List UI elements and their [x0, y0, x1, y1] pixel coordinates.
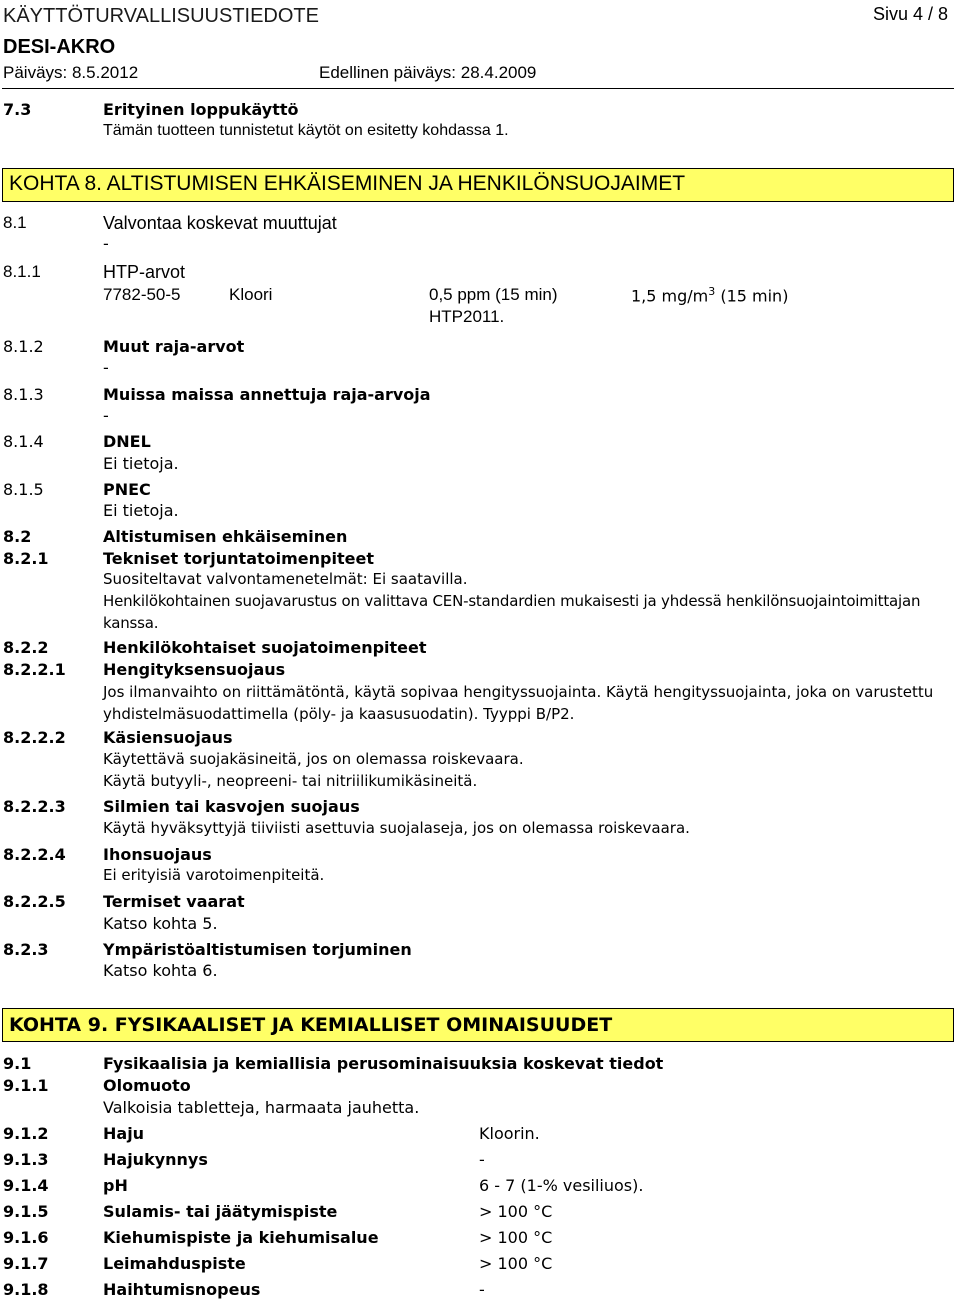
- limit-mg-exponent: 3: [708, 285, 716, 298]
- section-text: Tämän tuotteen tunnistetut käytöt on esitetty kohdassa 1.: [103, 122, 509, 139]
- section-text: Henkilökohtainen suojavarustus on valittava CEN-standardien mukaisesti ja yhdessä henkilönsuojaintoimittajan kanssa.: [103, 592, 921, 632]
- section-text: Ei tietoja.: [103, 501, 179, 520]
- property-label: Leimahduspiste: [103, 1254, 246, 1273]
- property-label: Haju: [103, 1124, 145, 1143]
- limit-mg-duration: (15 min): [715, 286, 789, 306]
- section-number: 8.1.3: [3, 385, 44, 404]
- header-rule: [2, 88, 954, 89]
- section-number: 8.2.2.3: [3, 797, 66, 816]
- section-number: 8.2.2.2: [3, 728, 66, 747]
- property-label: Sulamis- tai jäätymispiste: [103, 1202, 338, 1221]
- previous-date: Edellinen päiväys: 28.4.2009: [319, 63, 537, 82]
- property-number: 9.1.4: [3, 1176, 49, 1195]
- section-number: 8.2.2.5: [3, 892, 66, 911]
- limit-mg: [631, 285, 788, 306]
- section-number: 7.3: [3, 100, 32, 119]
- property-label: Haihtumisnopeus: [103, 1280, 261, 1299]
- property-number: 9.1.3: [3, 1150, 49, 1169]
- property-value: > 100 °C: [479, 1202, 553, 1221]
- section-title: PNEC: [103, 480, 151, 499]
- section-number: 8.2.2: [3, 638, 49, 657]
- property-label: Hajukynnys: [103, 1150, 208, 1169]
- property-number: 9.1.7: [3, 1254, 49, 1273]
- property-number: 9.1.6: [3, 1228, 49, 1247]
- section-title: Hengityksensuojaus: [103, 660, 286, 679]
- document-title: KÄYTTÖTURVALLISUUSTIEDOTE: [3, 5, 319, 27]
- section-8-banner: [2, 168, 954, 202]
- section-title: Ihonsuojaus: [103, 845, 212, 864]
- section-text: Käytä hyväksyttyjä tiiviisti asettuvia suojalaseja, jos on olemassa roiskevaara.: [103, 819, 690, 837]
- section-text: Suositeltavat valvontamenetelmät: Ei saatavilla.: [103, 570, 468, 588]
- property-value: > 100 °C: [479, 1254, 553, 1273]
- section-number: 9.1: [3, 1054, 32, 1073]
- section-title: HTP-arvot: [103, 262, 186, 282]
- section-text: Käytä butyyli-, neopreeni- tai nitriilikumikäsineitä.: [103, 772, 478, 790]
- section-text: Katso kohta 5.: [103, 914, 218, 933]
- section-text: Katso kohta 6.: [103, 961, 218, 980]
- section-number: 8.1.4: [3, 432, 44, 451]
- section-title: Erityinen loppukäyttö: [103, 100, 299, 119]
- section-number: 8.1.2: [3, 337, 44, 356]
- section-number: 8.1.1: [3, 262, 41, 281]
- section-title: Termiset vaarat: [103, 892, 245, 911]
- section-number: 8.1.5: [3, 480, 44, 499]
- section-number: 8.2.2.4: [3, 845, 66, 864]
- property-number: 9.1.5: [3, 1202, 49, 1221]
- section-text: Valkoisia tabletteja, harmaata jauhetta.: [103, 1098, 420, 1117]
- cas-number: 7782-50-5: [103, 285, 181, 304]
- property-value: -: [479, 1280, 485, 1299]
- section-title: Silmien tai kasvojen suojaus: [103, 797, 360, 816]
- section-title: Olomuoto: [103, 1076, 191, 1095]
- section-title: Fysikaalisia ja kemiallisia perusominaisuuksia koskevat tiedot: [103, 1054, 664, 1073]
- section-number: 8.2: [3, 527, 32, 546]
- section-title: Tekniset torjuntatoimenpiteet: [103, 549, 374, 568]
- property-value: 6 - 7 (1-% vesiliuos).: [479, 1176, 644, 1195]
- section-title: Valvontaa koskevat muuttujat: [103, 213, 337, 233]
- section-9-title: KOHTA 9. FYSIKAALISET JA KEMIALLISET OMINAISUUDET: [9, 1014, 613, 1036]
- section-8-title: KOHTA 8. ALTISTUMISEN EHKÄISEMINEN JA HENKILÖNSUOJAIMET: [9, 172, 686, 195]
- section-text: -: [103, 234, 109, 253]
- property-value: > 100 °C: [479, 1228, 553, 1247]
- section-text: Käytettävä suojakäsineitä, jos on olemassa roiskevaara.: [103, 750, 524, 768]
- property-number: 9.1.2: [3, 1124, 49, 1143]
- substance-name: Kloori: [229, 285, 273, 304]
- limit-reference: HTP2011.: [429, 307, 505, 326]
- property-number: 9.1.8: [3, 1280, 49, 1299]
- issue-date: Päiväys: 8.5.2012: [3, 63, 139, 82]
- section-title: Muut raja-arvot: [103, 337, 245, 356]
- section-9-banner: [2, 1008, 954, 1042]
- section-title: Muissa maissa annettuja raja-arvoja: [103, 385, 431, 404]
- section-text: -: [103, 358, 109, 377]
- section-title: Altistumisen ehkäiseminen: [103, 527, 348, 546]
- page-number: Sivu 4 / 8: [873, 4, 949, 24]
- section-text: -: [103, 406, 109, 425]
- section-number: 8.2.1: [3, 549, 49, 568]
- property-label: pH: [103, 1176, 128, 1195]
- limit-mg-text: 1,5 mg/m: [631, 286, 709, 306]
- property-value: -: [479, 1150, 485, 1169]
- section-number: 8.1: [3, 213, 27, 232]
- section-title: DNEL: [103, 432, 151, 451]
- section-title: Henkilökohtaiset suojatoimenpiteet: [103, 638, 427, 657]
- section-title: Käsiensuojaus: [103, 728, 233, 747]
- section-text: Jos ilmanvaihto on riittämätöntä, käytä sopivaa hengityssuojainta. Käytä hengityssuojainta, joka on varustettu yhdistelmäsuodattimella (pöly- ja kaasusuodatin). Tyyppi B/P2.: [103, 683, 934, 723]
- section-number: 8.2.3: [3, 940, 49, 959]
- section-number: 8.2.2.1: [3, 660, 66, 679]
- limit-ppm: 0,5 ppm (15 min): [429, 285, 558, 304]
- property-value: Kloorin.: [479, 1124, 540, 1143]
- product-name: DESI-AKRO: [3, 36, 116, 58]
- property-label: Kiehumispiste ja kiehumisalue: [103, 1228, 379, 1247]
- section-text: Ei erityisiä varotoimenpiteitä.: [103, 866, 325, 884]
- section-number: 9.1.1: [3, 1076, 49, 1095]
- section-title: Ympäristöaltistumisen torjuminen: [103, 940, 412, 959]
- section-text: Ei tietoja.: [103, 454, 179, 473]
